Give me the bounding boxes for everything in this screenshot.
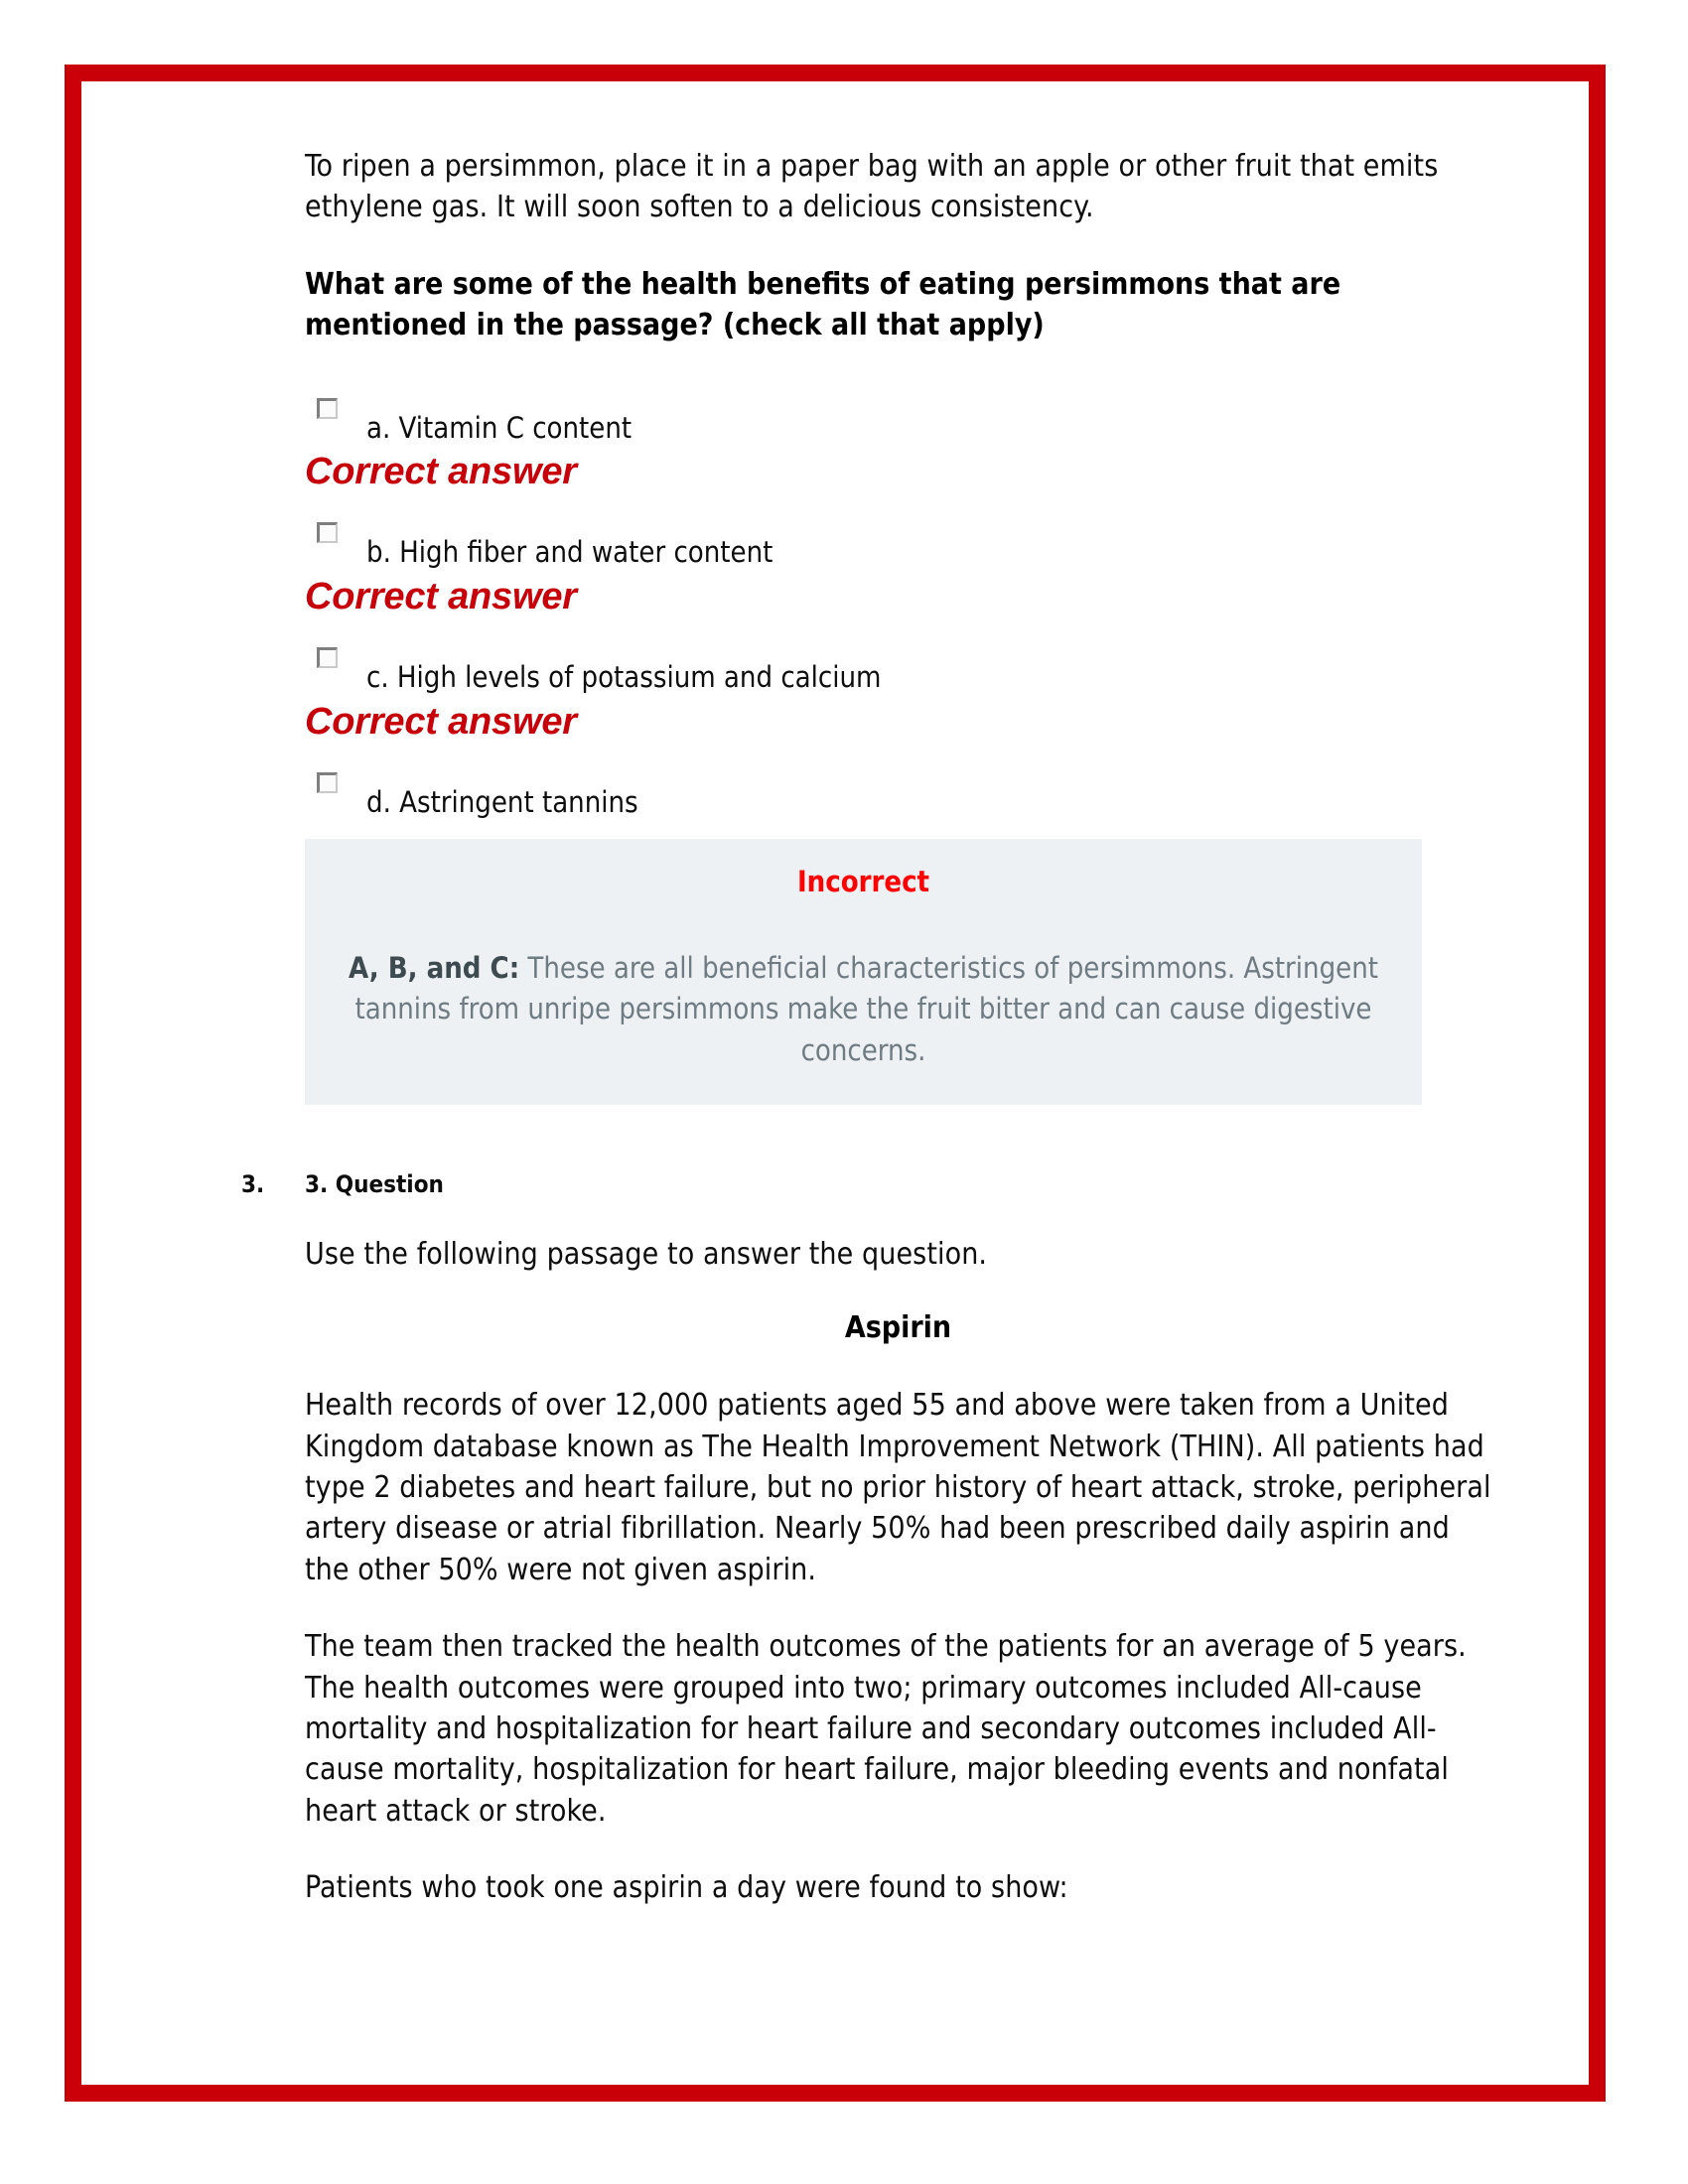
passage-paragraph-3: Patients who took one aspirin a day were found to show:	[305, 1870, 1068, 1906]
checkbox-icon[interactable]	[317, 398, 338, 419]
answer-option-b-label: b. High fiber and water content	[366, 535, 774, 570]
checkbox-icon[interactable]	[317, 647, 338, 668]
passage-paragraph-2: The team then tracked the health outcomes of the patients for an average of 5 years. The health outcomes were grouped into two; primary outcomes included All-cause mortality and hospitalization for heart failure and secondary outcomes included All-cause mortality, hospitalization for heart failure, major bleeding events and nonfatal heart attack or stroke.	[305, 1629, 1467, 1829]
answer-option-c-label: c. High levels of potassium and calcium	[366, 659, 882, 694]
feedback-body-text: These are all beneficial characteristics of persimmons. Astringent tannins from unripe persimmons make the fruit bitter and can cause digestive concerns.	[354, 951, 1378, 1067]
question-3-block	[241, 1169, 1491, 1198]
feedback-status-label: Incorrect	[796, 865, 930, 899]
answer-option-d[interactable]	[305, 766, 1491, 822]
feedback-panel	[305, 839, 1422, 1105]
quiz-content	[241, 146, 1491, 1945]
answer-option-a[interactable]	[305, 392, 1491, 448]
correct-answer-badge-a: Correct answer	[305, 451, 577, 493]
correct-answer-badge-c: Correct answer	[305, 700, 577, 743]
answer-option-b[interactable]	[305, 516, 1491, 572]
answer-option-a-label: a. Vitamin C content	[366, 410, 633, 445]
answer-option-d-label: d. Astringent tannins	[366, 784, 638, 819]
feedback-lead: A, B, and C:	[349, 951, 520, 986]
question-3-list-marker: 3.	[241, 1169, 265, 1198]
passage-paragraph-1: Health records of over 12,000 patients aged 55 and above were taken from a United Kingdom database known as The Health Improvement Network (THIN). All patients had type 2 diabetes and heart failure, but no prior history of heart attack, stroke, peripheral artery disease or atrial fibrillation. Nearly 50% had been prescribed daily aspirin and the other 50% were not given aspirin.	[305, 1388, 1491, 1587]
checkbox-icon[interactable]	[317, 522, 338, 543]
answer-option-c[interactable]	[305, 641, 1491, 697]
feedback-explanation	[339, 948, 1388, 1071]
question-3-instruction: Use the following passage to answer the question.	[305, 1236, 988, 1272]
page-frame	[65, 65, 1606, 2102]
persimmon-intro-paragraph: To ripen a persimmon, place it in a paper bag with an apple or other fruit that emits ethylene gas. It will soon soften to a delicious consistency.	[305, 149, 1439, 225]
passage-title: Aspirin	[844, 1310, 952, 1346]
checkbox-icon[interactable]	[317, 772, 338, 793]
question-3-heading: 3. Question	[305, 1169, 444, 1198]
spacer	[305, 1198, 1491, 1234]
question-2-prompt: What are some of the health benefits of eating persimmons that are mentioned in the passage? (check all that apply)	[305, 266, 1341, 343]
correct-answer-badge-b: Correct answer	[305, 575, 577, 617]
